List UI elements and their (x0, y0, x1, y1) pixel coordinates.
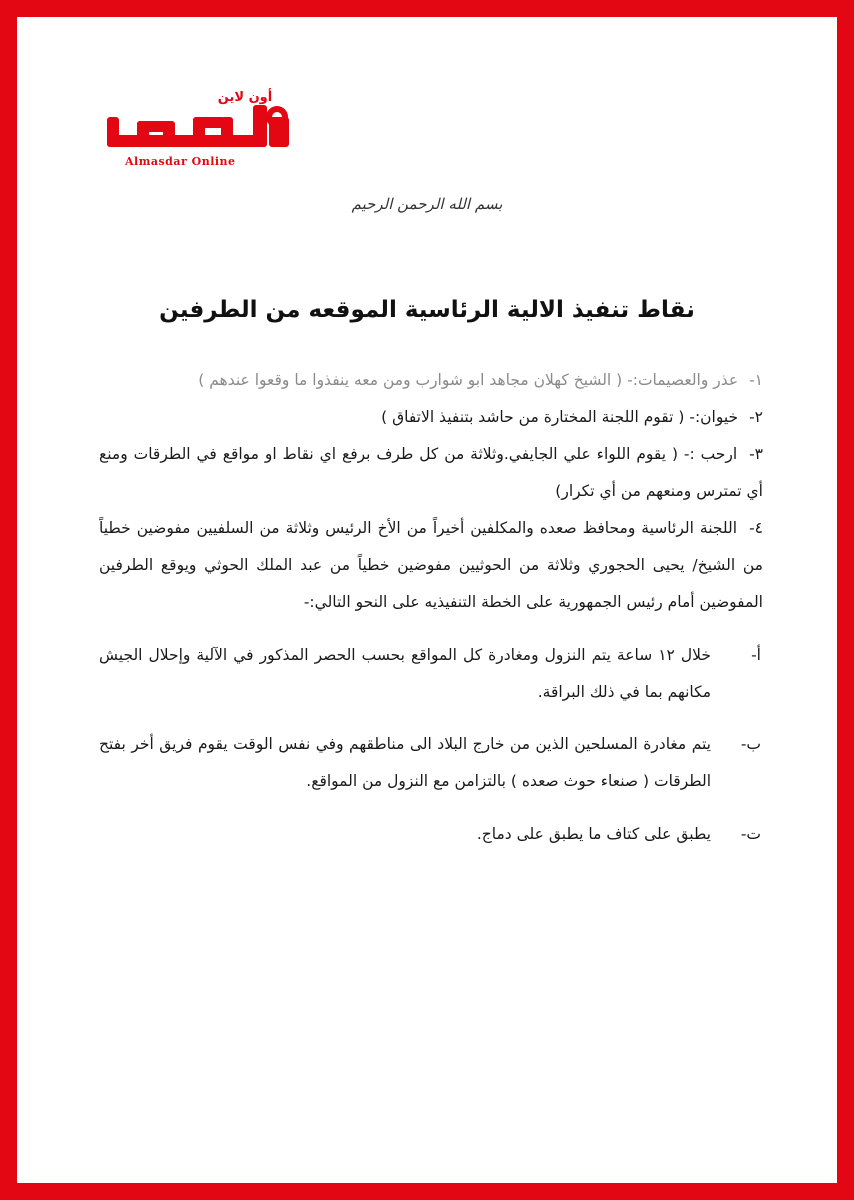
sub-item-letter: ب- (740, 735, 761, 753)
sub-item-text: خلال ١٢ ساعة يتم النزول ومغادرة كل المواقع بحسب الحصر المذكور في الآلية وإحلال الجيش مكانهم بما في ذلك البراقة. (99, 645, 711, 701)
sub-item-letter: ت- (740, 824, 761, 843)
sub-item-text: يطبق على كتاف ما يطبق على دماج. (476, 824, 711, 843)
logo-graphic (97, 87, 297, 177)
list-item (99, 510, 763, 621)
sub-item-text: يتم مغادرة المسلحين الذين من خارج البلاد الى مناطقهم وفي نفس الوقت يقوم فريق أخر بفتح الطرقات ( صنعاء حوث صعده ) بالتزامن مع النزول من المواقع. (99, 735, 711, 790)
document-body (99, 362, 763, 868)
logo-english-name: Almasdar Online (125, 155, 236, 168)
list-item (99, 362, 763, 399)
item-text: اللجنة الرئاسية ومحافظ صعده والمكلفين أخيراً من الأخ الرئيس وثلاثة من السلفيين مفوضين خطياً من الشيخ/ يحيى الحجوري وثلاثة من الحوثيين مفوضين خطياً من عبد الملك الحوثي ويوقع الطرفين المفوضين أمام رئيس الجمهورية على الخطة التنفيذيه على النحو التالي:- (99, 519, 763, 611)
item-text: خيوان:- ( تقوم اللجنة المختارة من حاشد بتنفيذ الاتفاق ) (381, 408, 739, 426)
sub-item (99, 726, 761, 800)
sub-item (99, 816, 761, 853)
item-number: ٣- (749, 445, 763, 463)
sub-item (99, 637, 761, 711)
sub-item-letter: أ- (751, 645, 761, 664)
list-item (99, 436, 763, 510)
almasdar-logo (97, 87, 297, 177)
list-item (99, 399, 763, 436)
document-title: نقاط تنفيذ الالية الرئاسية الموقعه من الطرفين (159, 297, 695, 323)
item-number: ١- (749, 371, 763, 389)
logo-tagline: أون لاين (217, 90, 273, 105)
logo-wordmark (107, 105, 289, 147)
basmala: بسم الله الرحمن الرحيم (351, 195, 503, 213)
document-page (17, 17, 837, 1183)
item-text: عذر والعصيمات:- ( الشيخ كهلان مجاهد ابو شوارب ومن معه ينفذوا ما وقعوا عندهم ) (198, 371, 739, 389)
item-number: ٤- (749, 519, 763, 537)
item-text: ارحب :- ( يقوم اللواء علي الجايفي.وثلاثة من كل طرف برفع اي نقاط او مواقع في الطرقات ومنع أي تمترس ومنعهم من أي تكرار) (99, 445, 763, 500)
item-number: ٢- (749, 408, 763, 426)
